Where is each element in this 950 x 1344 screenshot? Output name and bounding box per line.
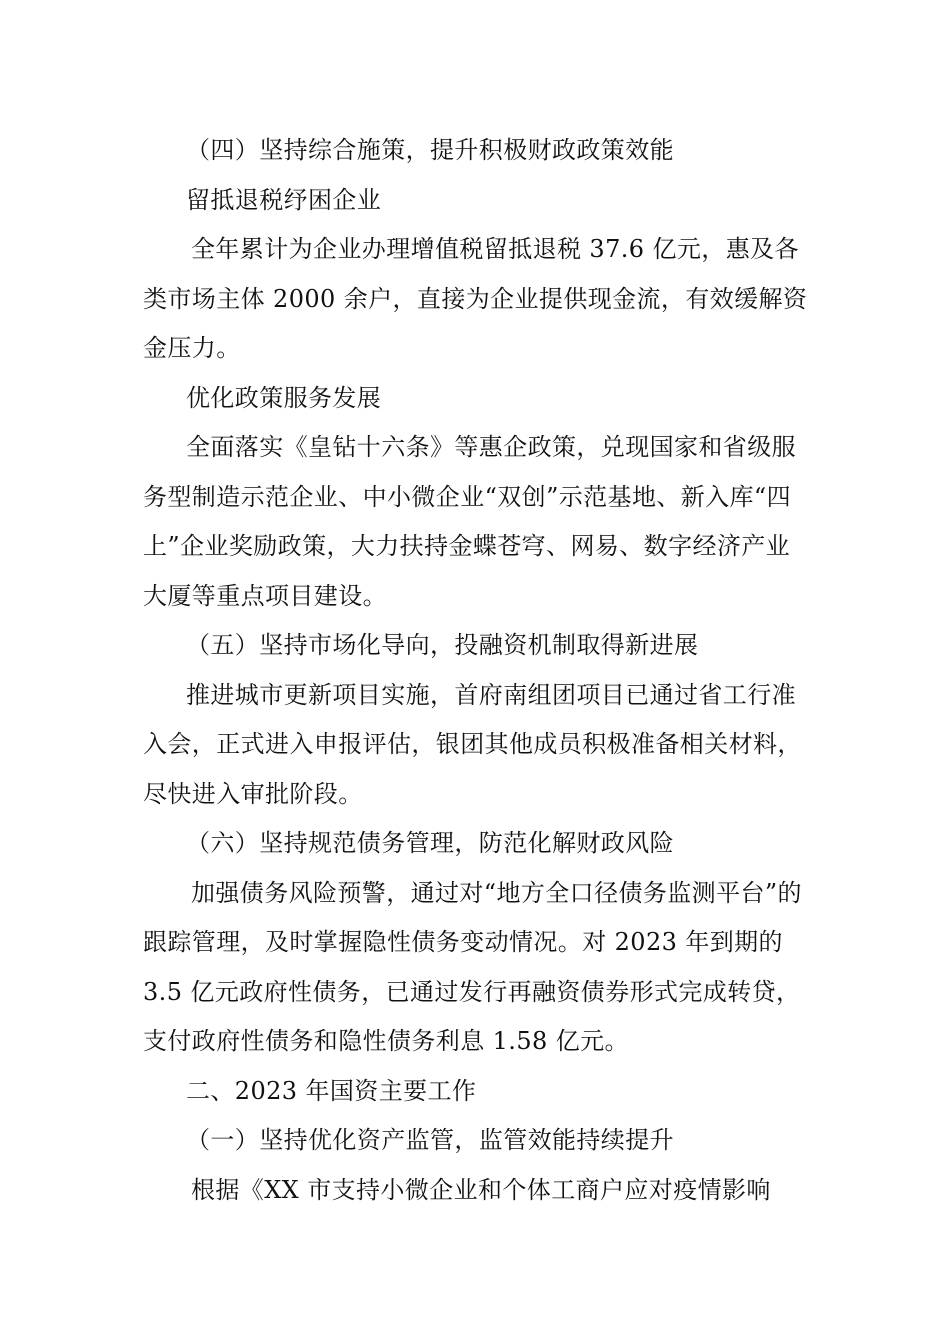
paragraph-debt-management: 加强债务风险预警，通过对“地方全口径债务监测平台”的跟踪管理，及时掌握隐性债务变动情况。对 2023 年到期的 3.5 亿元政府性债务，已通过发行再融资债券形式完成转贷，支付政府性债务和隐性债务利息 1.58 亿元。 [143,878,802,1055]
paragraph-small-business-support: 根据《XX 市支持小微企业和个体工商户应对疫情影响 [191,1175,771,1204]
paragraph-policy-service: 全面落实《皇钻十六条》等惠企政策，兑现国家和省级服务型制造示范企业、中小微企业“双创”示范基地、新入库“四上”企业奖励政策，大力扶持金蝶苍穹、网易、数字经济产业大厦等重点项目建设。 [143,433,796,610]
paragraph-tax-refund: 全年累计为企业办理增值税留抵退税 37.6 亿元，惠及各类市场主体 2000 余户，直接为企业提供现金流，有效缓解资金压力。 [143,235,808,362]
paragraph-urban-renewal: 推进城市更新项目实施，首府南组团项目已通过省工行准入会，正式进入申报评估，银团其他成员积极准备相关材料，尽快进入审批阶段。 [143,680,802,808]
section-heading-one: （一）坚持优化资产监管，监管效能持续提升 [186,1126,674,1154]
section-title-state-assets: 二、2023 年国资主要工作 [186,1076,477,1105]
section-heading-six: （六）坚持规范债务管理，防范化解财政风险 [186,829,674,857]
subheading-policy-service: 优化政策服务发展 [186,383,382,412]
document-body [143,126,813,1215]
section-heading-four: （四）坚持综合施策，提升积极财政政策效能 [186,136,674,164]
section-heading-five: （五）坚持市场化导向，投融资机制取得新进展 [186,631,699,659]
subheading-tax-refund: 留抵退税纾困企业 [186,185,382,214]
